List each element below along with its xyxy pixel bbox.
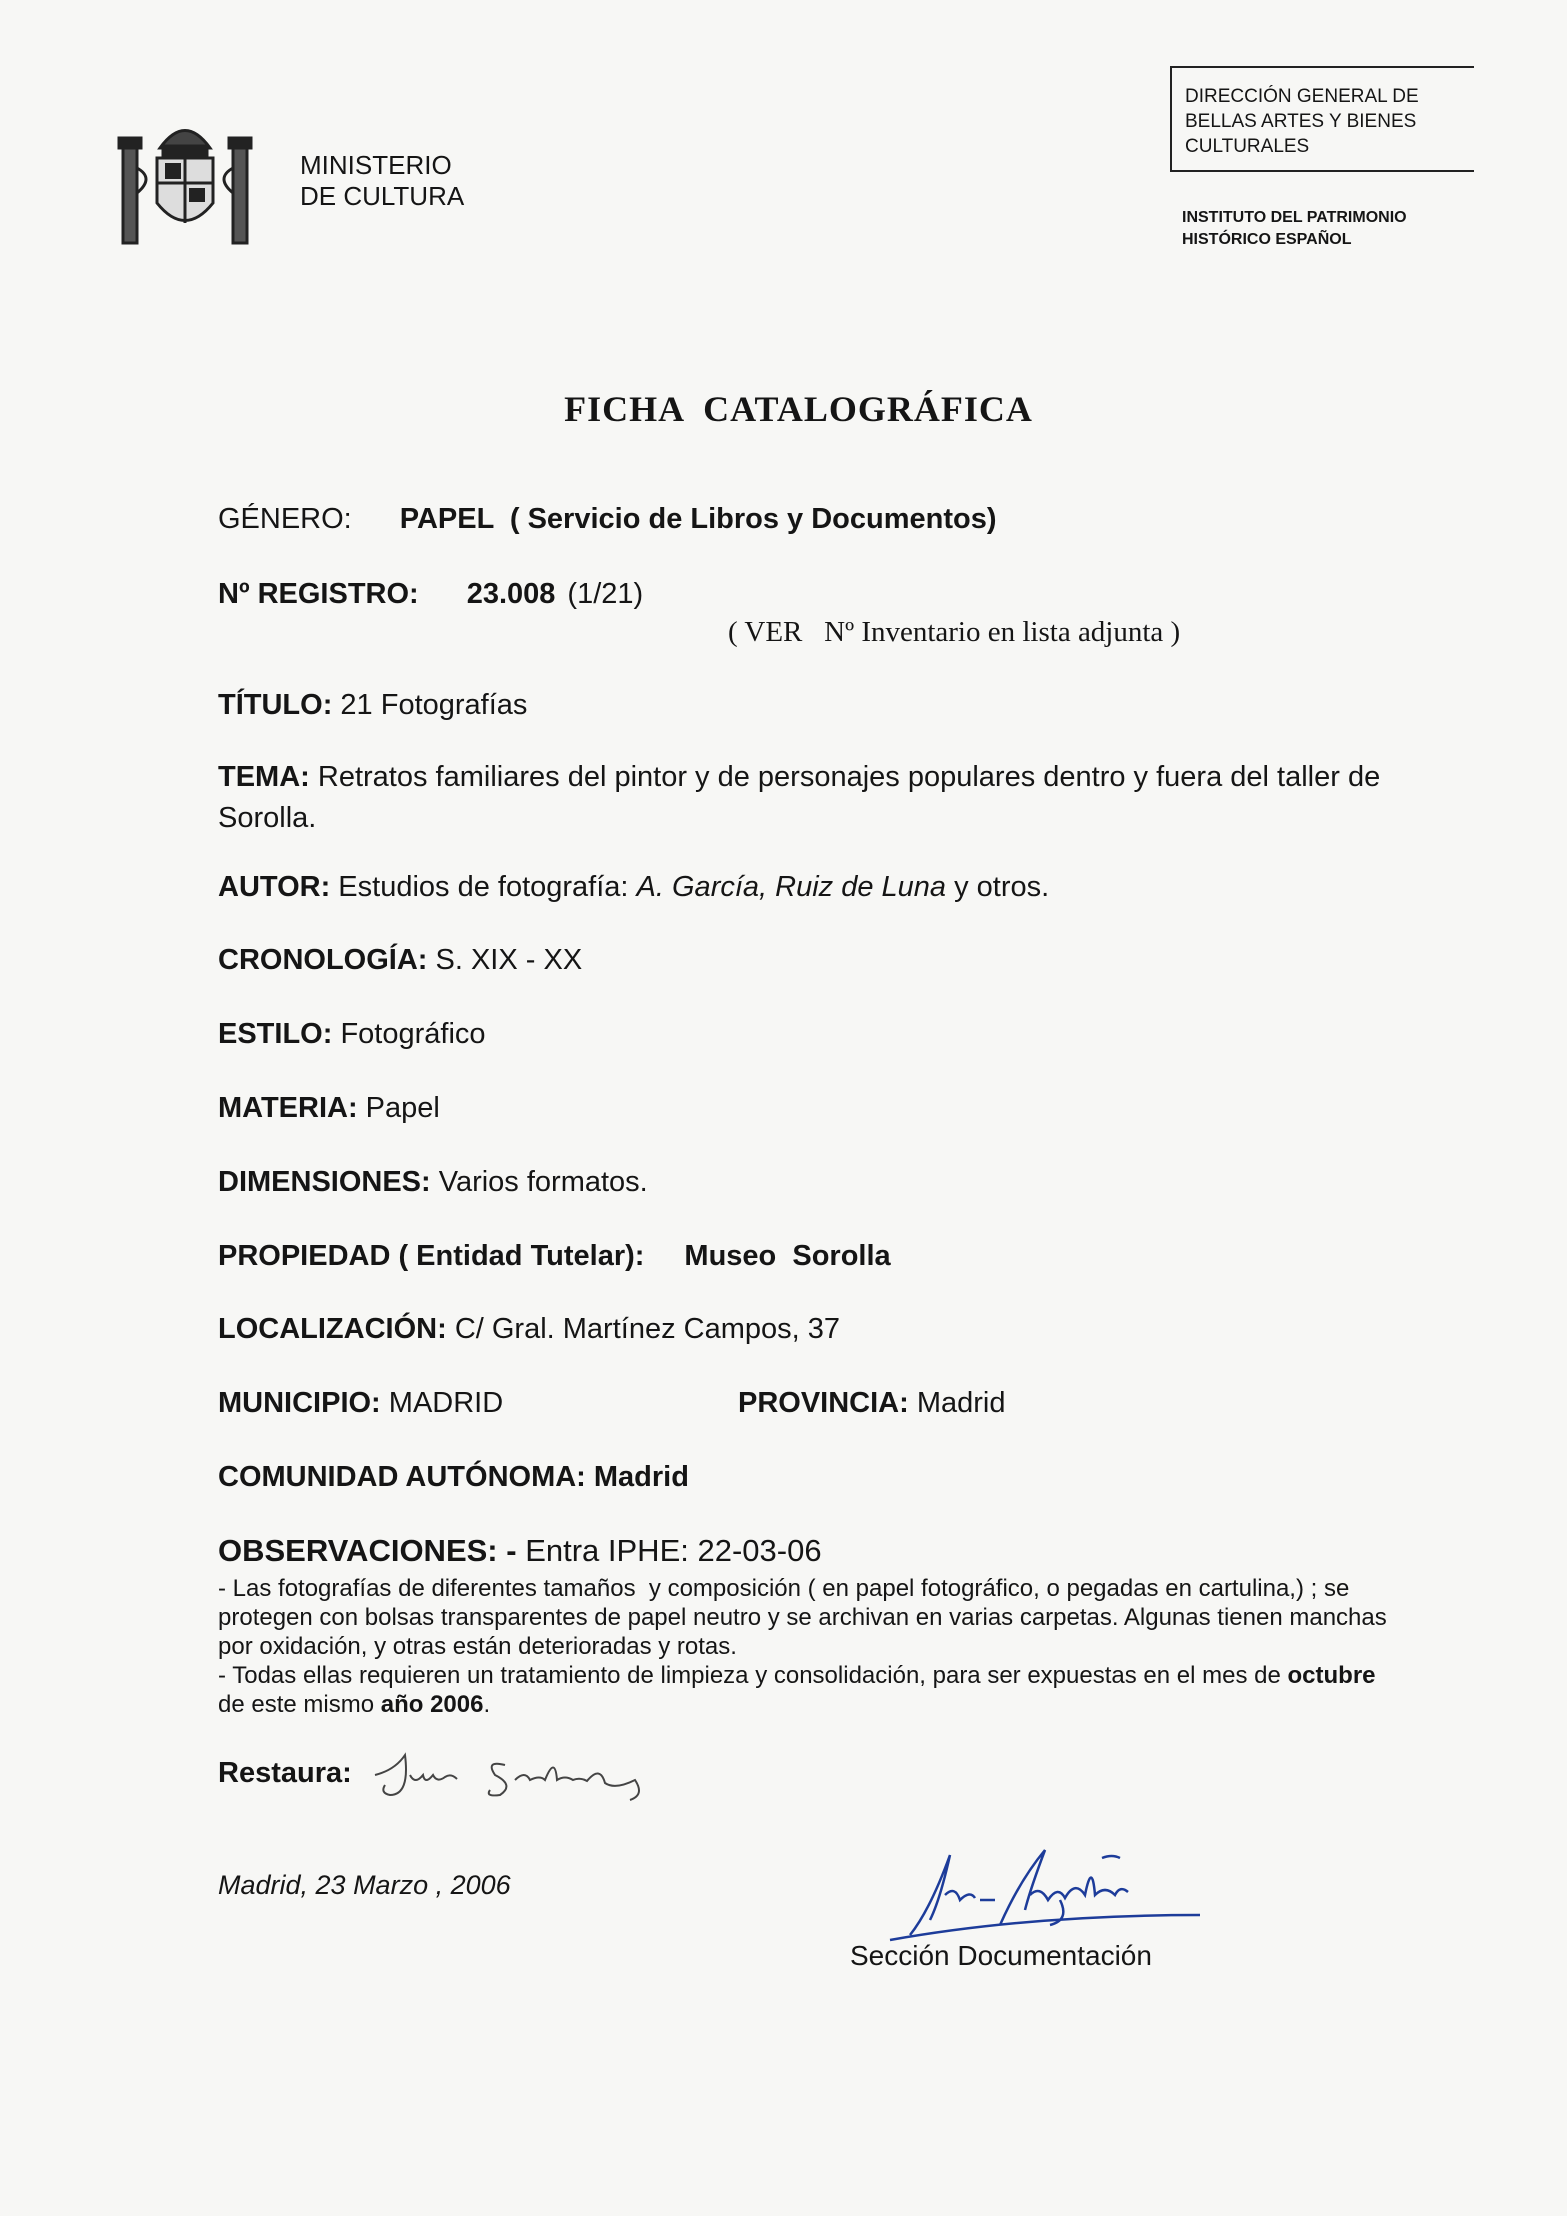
section-signature (870, 1840, 1200, 1950)
dg-line1: DIRECCIÓN GENERAL DE (1185, 86, 1419, 107)
comunidad-label: COMUNIDAD AUTÓNOMA: (218, 1461, 586, 1493)
materia-value: Papel (365, 1092, 440, 1124)
estilo-label: ESTILO: (218, 1018, 333, 1050)
crono-label: CRONOLOGÍA: (218, 944, 428, 976)
titulo-value: 21 Fotografías (340, 689, 528, 721)
localizacion-value: C/ Gral. Martínez Campos, 37 (454, 1313, 840, 1345)
observaciones-paragraph-2: - Todas ellas requieren un tratamiento de limpieza y consolidación, para ser expuestas en el mes de octubre de este mismo año 2006. (218, 1662, 1376, 1718)
autor-label: AUTOR: (218, 871, 331, 903)
genero-value: PAPEL ( Servicio de Libros y Documentos) (399, 503, 997, 535)
registro-number: 23.008 (466, 578, 556, 610)
page-title: FICHA CATALOGRÁFICA (564, 389, 1033, 429)
observaciones-text (218, 1574, 1398, 1719)
obs-p2-year: año 2006 (380, 1691, 484, 1718)
autor-name2: Ruiz de Luna (775, 871, 947, 903)
genero-row (218, 503, 997, 536)
municipio-row (218, 1387, 503, 1420)
inventory-note: ( VER Nº Inventario en lista adjunta ) (728, 616, 1181, 648)
directorate-box (1170, 66, 1474, 172)
provincia-value: Madrid (916, 1387, 1006, 1419)
estilo-row (218, 1018, 486, 1051)
estilo-value: Fotográfico (340, 1018, 486, 1050)
propiedad-label: PROPIEDAD ( Entidad Tutelar): (218, 1240, 645, 1272)
institute-line2: HISTÓRICO ESPAÑOL (1182, 231, 1352, 248)
date-line: Madrid, 23 Marzo , 2006 (218, 1870, 511, 1900)
propiedad-row (218, 1240, 891, 1273)
autor-prefix: Estudios de fotografía: (338, 871, 629, 903)
materia-label: MATERIA: (218, 1092, 358, 1124)
obs-p2-month: octubre (1287, 1662, 1376, 1689)
genero-label: GÉNERO: (218, 503, 352, 535)
dg-line2: BELLAS ARTES Y BIENES (1185, 111, 1417, 132)
crono-value: S. XIX - XX (435, 944, 583, 976)
obs-p2-a: - Todas ellas requieren un tratamiento de limpieza y consolidación, para ser expuestas en el mes de (218, 1662, 1281, 1689)
ministry-line2: DE CULTURA (300, 181, 465, 211)
comunidad-value: Madrid (593, 1461, 689, 1493)
dimensiones-row (218, 1166, 648, 1199)
restaurer-signature (365, 1735, 675, 1805)
autor-row (218, 871, 1049, 904)
tema-row (218, 757, 1398, 839)
restaura-label: Restaura: (218, 1757, 352, 1789)
materia-row (218, 1092, 440, 1125)
titulo-label: TÍTULO: (218, 689, 333, 721)
provincia-row (738, 1387, 1006, 1420)
localizacion-row (218, 1313, 840, 1346)
registro-label: Nº REGISTRO: (218, 578, 419, 610)
autor-suffix: y otros. (954, 871, 1050, 903)
institute-name (1182, 207, 1407, 251)
propiedad-value: Museo Sorolla (684, 1240, 891, 1272)
registro-row (218, 578, 643, 611)
coat-of-arms-icon (115, 108, 255, 248)
observaciones-label: OBSERVACIONES: - (218, 1533, 517, 1568)
autor-name1: A. García, (636, 871, 768, 903)
observaciones-entry: Entra IPHE: 22-03-06 (525, 1533, 822, 1568)
tema-value: Retratos familiares del pintor y de personajes populares dentro y fuera del taller de Sorolla. (218, 761, 1381, 834)
observaciones-paragraph-1: - Las fotografías de diferentes tamaños y composición ( en papel fotográfico, o pegadas en cartulina,) ; se protegen con bolsas transparentes de papel neutro y se archivan en varias carpetas. Algunas tienen manchas por oxidación, y otras están deterioradas y rotas. (218, 1575, 1394, 1660)
obs-p2-c: de este mismo (218, 1691, 375, 1718)
localizacion-label: LOCALIZACIÓN: (218, 1313, 447, 1345)
provincia-label: PROVINCIA: (738, 1387, 909, 1419)
ministry-name (300, 150, 464, 212)
comunidad-row (218, 1461, 689, 1494)
section-name: Sección Documentación (850, 1940, 1152, 1971)
titulo-row (218, 689, 527, 722)
observaciones-row (218, 1533, 822, 1569)
municipio-value: MADRID (388, 1387, 504, 1419)
registro-part: (1/21) (567, 578, 644, 610)
institute-line1: INSTITUTO DEL PATRIMONIO (1182, 209, 1407, 226)
municipio-label: MUNICIPIO: (218, 1387, 381, 1419)
dg-line3: CULTURALES (1185, 136, 1310, 157)
dimensiones-value: Varios formatos. (438, 1166, 648, 1198)
ministry-line1: MINISTERIO (300, 150, 452, 180)
crono-row (218, 944, 582, 977)
tema-label: TEMA: (218, 761, 310, 793)
dimensiones-label: DIMENSIONES: (218, 1166, 431, 1198)
